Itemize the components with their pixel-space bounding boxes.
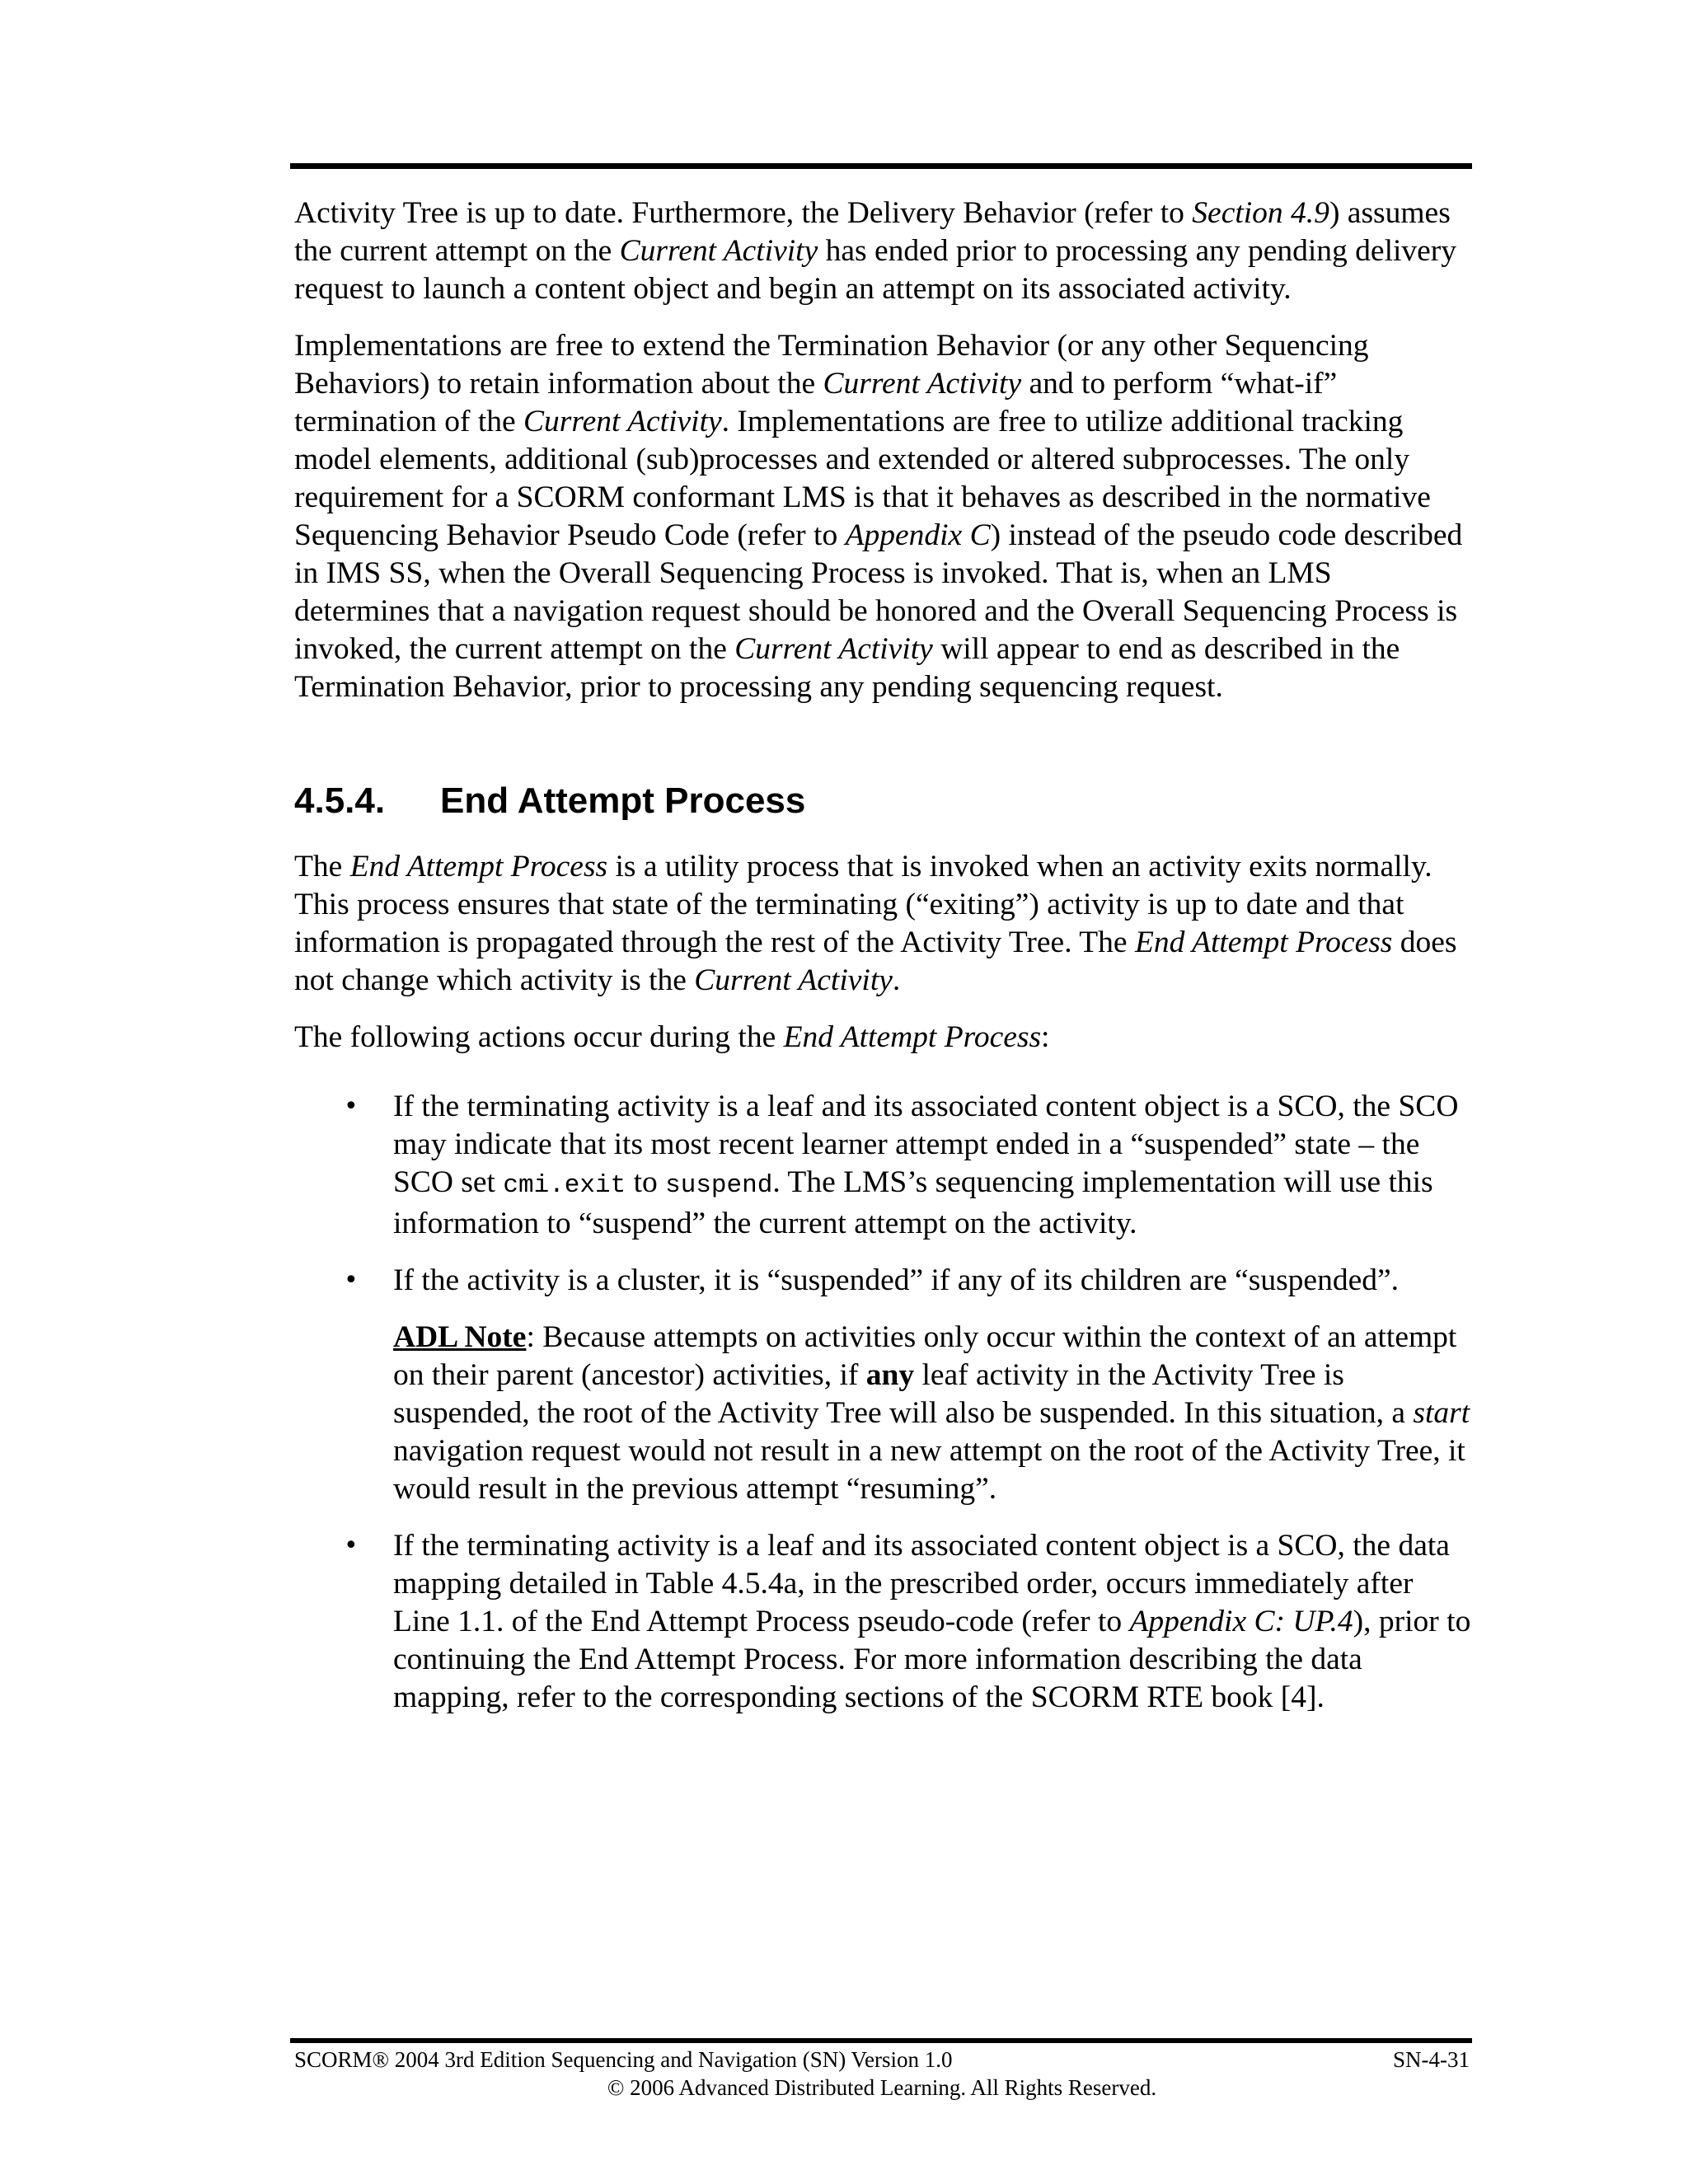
code-text: suspend <box>665 1171 773 1200</box>
header-rule <box>290 163 1472 169</box>
bullet-list <box>294 1088 1475 1717</box>
adl-note: ADL Note: Because attempts on activities only occur within the context of an attempt on their parent (ancestor) activities, if any leaf activity in the Activity Tree is suspended, the root of the Activity Tree will also be suspended. In this situation, a start navigation request would not result in a new attempt on the root of the Activity Tree, it would result in the previous attempt “resuming”. <box>393 1320 1470 1506</box>
section-title: End Attempt Process <box>440 780 806 821</box>
section-reference-link[interactable]: Section 4.9 <box>1192 196 1329 230</box>
list-item: • If the terminating activity is a leaf and its associated content object is a SCO, the SCO may indicate that its most recent learner attempt ended in a “suspended” state – the SCO set cmi.exit to suspend. The LMS’s sequencing implementation will use this information to “suspend” the current attempt on the activity. <box>344 1090 1459 1240</box>
bullet-icon: • <box>344 1266 359 1295</box>
list-item: • If the terminating activity is a leaf and its associated content object is a SCO, the data mapping detailed in Table 4.5.4a, in the prescribed order, occurs immediately after Line 1.1. of the End Attempt Process pseudo-code (refer to Appendix C: UP.4), prior to continuing the End Attempt Process. For more information describing the data mapping, refer to the corresponding sections of the SCORM RTE book [4]. <box>344 1529 1471 1714</box>
section-heading <box>294 779 1475 823</box>
document-body <box>294 194 1475 1736</box>
bullet-icon: • <box>344 1092 359 1121</box>
page-number: SN-4-31 <box>1393 2047 1470 2072</box>
section-number: 4.5.4. <box>294 780 386 821</box>
footer-document-title: SCORM® 2004 3rd Edition Sequencing and Navigation (SN) Version 1.0 <box>294 2047 953 2072</box>
paragraph: The following actions occur during the End Attempt Process: <box>294 1020 1050 1054</box>
paragraph: The End Attempt Process is a utility process that is invoked when an activity exits normally. This process ensures that state of the terminating (“exiting”) activity is up to date and that information is propagated through the rest of the Activity Tree. The End Attempt Process does not change which activity is the Current Activity. <box>294 850 1457 997</box>
paragraph: Activity Tree is up to date. Furthermore, the Delivery Behavior (refer to Section 4.9) assumes the current attempt on the Current Activity has ended prior to processing any pending delivery request to launch a content object and begin an attempt on its associated activity. <box>294 196 1457 306</box>
code-text: cmi.exit <box>503 1171 626 1200</box>
bullet-icon: • <box>344 1531 359 1560</box>
paragraph: Implementations are free to extend the Termination Behavior (or any other Sequencing Behaviors) to retain information about the Current Activity and to perform “what-if” termination of the Current Activity. Implementations are free to utilize additional tracking model elements, additional (sub)processes and extended or altered subprocesses. The only requirement for a SCORM conformant LMS is that it behaves as described in the normative Sequencing Behavior Pseudo Code (refer to Appendix C) instead of the pseudo code described in IMS SS, when the Overall Sequencing Process is invoked. That is, when an LMS determines that a navigation request should be honored and the Overall Sequencing Process is invoked, the current attempt on the Current Activity will appear to end as described in the Termination Behavior, prior to processing any pending sequencing request. <box>294 329 1463 704</box>
list-item: • If the activity is a cluster, it is “suspended” if any of its children are “suspended”. ADL Note: Because attempts on activities only occur within the context of an attempt on their parent (ancestor) activities, if any leaf activity in the Activity Tree is suspended, the root of the Activity Tree will also be suspended. In this situation, a start navigation request would not result in a new attempt on the root of the Activity Tree, it would result in the previous attempt “resuming”. <box>294 1262 1475 1508</box>
page-footer <box>294 2046 1470 2102</box>
appendix-reference-link[interactable]: Appendix C: UP.4 <box>1129 1605 1353 1638</box>
footer-rule <box>290 2038 1472 2043</box>
note-label: ADL Note <box>393 1320 527 1354</box>
appendix-reference-link[interactable]: Appendix C <box>845 518 991 552</box>
copyright: © 2006 Advanced Distributed Learning. All Rights Reserved. <box>607 2075 1157 2100</box>
